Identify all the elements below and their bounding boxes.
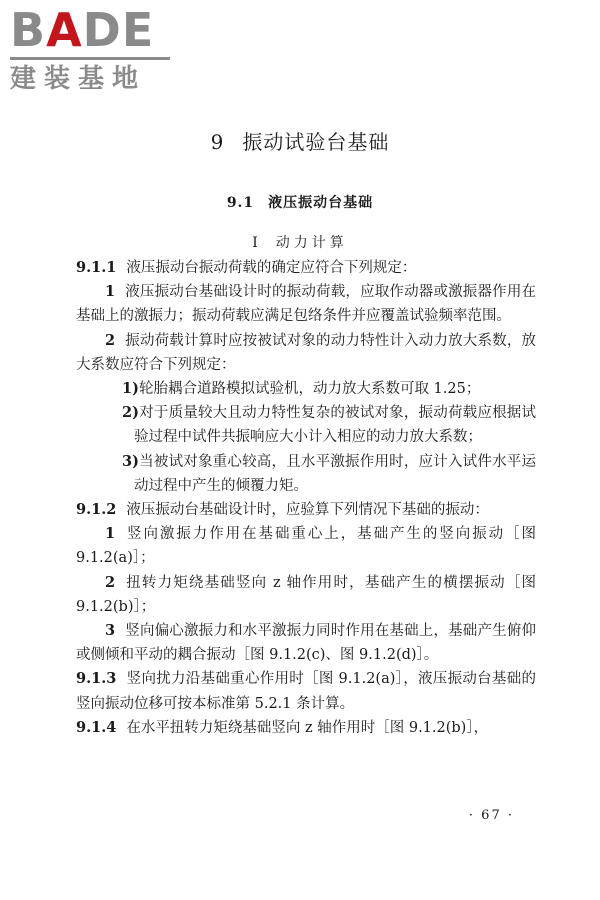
page-number: · 67 · [468,808,514,823]
section-number: 9.1 [226,195,255,211]
sub-item-number: 3) [122,452,139,470]
chapter-title [0,126,600,155]
clause-number: 9.1.1 [76,259,117,276]
clause-9-1-1-item-1 [76,280,536,328]
document-body [76,256,536,740]
subsection-title-text: 动力计算 [275,235,348,251]
item-text: 振动荷载计算时应按被试对象的动力特性计入动力放大系数，放大系数应符合下列规定： [76,332,536,373]
subsection-heading [0,232,600,252]
clause-9-1-1-sub-2 [76,401,536,449]
logo-letters-de: DE [82,3,155,57]
logo-chinese: 建装基地 [10,64,147,94]
clause-number: 9.1.3 [76,670,117,688]
sub-item-text: 对于质量较大且动力特性复杂的被试对象，振动荷载应根据试验过程中试件共振响应大小计入相应的动力放大系数； [134,405,536,446]
clause-9-1-3 [76,667,536,715]
clause-9-1-4 [76,716,536,740]
clause-9-1-1-sub-3 [76,450,536,498]
logo-letter-a: A [46,3,83,57]
chapter-number: 9 [210,130,225,154]
subsection-roman: Ⅰ [252,235,262,251]
bade-logo [10,4,180,94]
sub-item-text: 当被试对象重心较高，且水平激振作用时，应计入试件水平运动过程中产生的倾覆力矩。 [134,453,536,494]
item-number: 2 [105,573,116,591]
clause-9-1-1-sub-1 [76,377,536,401]
item-number: 1 [105,283,116,301]
item-number: 1 [105,525,116,543]
clause-text: 在水平扭转力矩绕基础竖向 z 轴作用时［图 9.1.2(b)］， [126,719,489,736]
chapter-title-text: 振动试验台基础 [242,130,390,154]
clause-text: 竖向扰力沿基础重心作用时［图 9.1.2(a)］，液压振动台基础的竖向振动位移可按本标准第 5.2.1 条计算。 [76,671,536,712]
item-text: 扭转力矩绕基础竖向 z 轴作用时，基础产生的横摆振动［图 9.1.2(b)］； [76,574,536,615]
item-number: 3 [105,622,116,640]
sub-item-text: 轮胎耦合道路模拟试验机，动力放大系数可取 1.25； [138,381,481,398]
clause-text: 液压振动台振动荷载的确定应符合下列规定： [126,260,417,276]
logo-divider [10,57,170,60]
clause-9-1-2-item-2 [76,571,536,619]
sub-item-number: 2) [122,404,139,422]
item-text: 竖向偏心激振力和水平激振力同时作用在基础上，基础产生俯仰或侧倾和平动的耦合振动［图 9.1.2(c)、图 9.1.2(d)］。 [76,623,536,664]
clause-text: 液压振动台基础设计时，应验算下列情况下基础的振动： [126,502,489,519]
sub-item-number: 1) [122,380,139,398]
clause-9-1-2-item-3 [76,619,536,667]
logo-letter-b: B [10,3,47,57]
logo-wordmark [10,4,180,56]
clause-9-1-1-item-2 [76,329,536,377]
section-title [0,192,600,212]
item-number: 2 [105,331,116,349]
clause-9-1-2-item-1 [76,522,536,570]
clause-9-1-1 [76,256,536,280]
clause-number: 9.1.4 [76,718,117,736]
item-text: 竖向激振力作用在基础重心上，基础产生的竖向振动［图 9.1.2(a)］； [76,526,536,567]
clause-number: 9.1.2 [76,501,117,519]
clause-9-1-2 [76,498,536,522]
section-title-text: 液压振动台基础 [268,195,374,211]
item-text: 液压振动台基础设计时的振动荷载，应取作动器或激振器作用在基础上的激振力；振动荷载应满足包络条件并应覆盖试验频率范围。 [76,284,536,325]
